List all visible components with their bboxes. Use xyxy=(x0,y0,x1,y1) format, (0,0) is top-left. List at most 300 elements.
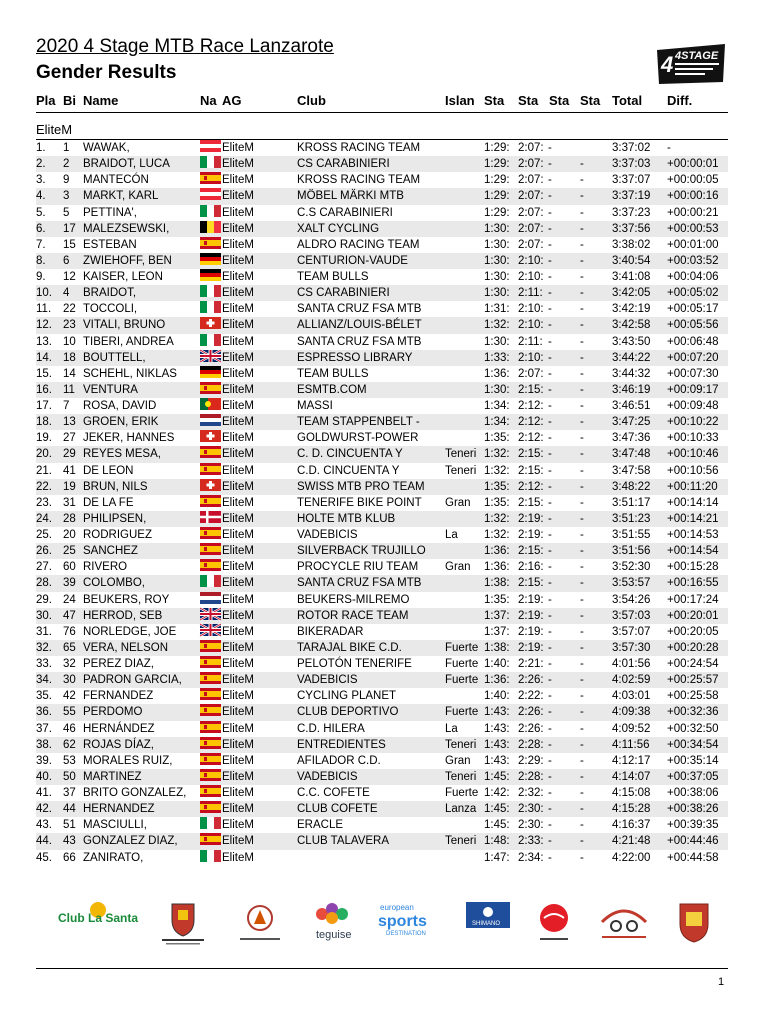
cell-name: ROJAS DÍAZ, xyxy=(83,738,154,751)
cell-s3: - xyxy=(548,174,552,187)
cell-club: CLUB DEPORTIVO xyxy=(297,706,399,719)
cell-s1: 1:36: xyxy=(484,367,510,380)
cell-s3: - xyxy=(548,770,552,783)
cell-s1: 1:29: xyxy=(484,190,510,203)
flag-icon xyxy=(200,543,221,555)
cell-s1: 1:40: xyxy=(484,690,510,703)
cell-club: HOLTE MTB KLUB xyxy=(297,512,396,525)
cell-ag: EliteM xyxy=(222,496,254,509)
cell-s4: - xyxy=(580,787,584,799)
cell-pla: 11. xyxy=(36,303,52,316)
cell-ag: EliteM xyxy=(222,561,254,574)
cell-name: ESTEBAN xyxy=(83,238,137,251)
cell-club: MASSI xyxy=(297,400,333,412)
cell-name: PEREZ DIAZ, xyxy=(83,658,154,670)
cell-s2: 2:07: xyxy=(518,174,544,187)
municipal-crest-logo xyxy=(674,900,714,946)
cell-bib: 14 xyxy=(63,367,76,380)
cell-s2: 2:07: xyxy=(518,158,544,171)
col-stage1: Sta xyxy=(484,93,505,108)
flag-icon xyxy=(200,253,221,265)
cell-pla: 29. xyxy=(36,593,52,606)
cell-s3: - xyxy=(548,658,552,670)
cell-club: ESPRESSO LIBRARY xyxy=(297,351,413,364)
table-row xyxy=(36,414,728,430)
col-stage2: Sta xyxy=(518,93,539,108)
table-row xyxy=(36,446,728,462)
svg-text:sports: sports xyxy=(378,913,427,930)
cell-name: ROSA, DAVID xyxy=(83,400,157,412)
cell-s1: 1:45: xyxy=(484,803,510,816)
cell-name: PHILIPSEN, xyxy=(83,512,147,525)
cell-isl: Fuerte xyxy=(445,658,479,670)
cell-s3: - xyxy=(548,754,552,767)
cell-ag: EliteM xyxy=(222,142,254,154)
flag-icon xyxy=(200,479,221,491)
cell-club: ERACLE xyxy=(297,819,344,832)
cell-s3: - xyxy=(548,561,552,574)
servicio-insular-deportes-logo xyxy=(232,900,288,946)
cell-total: 3:51:56 xyxy=(612,545,651,558)
cell-s2: 2:32: xyxy=(518,787,544,799)
cell-club: C.S CARABINIERI xyxy=(297,206,393,219)
table-row xyxy=(36,608,728,624)
table-row xyxy=(36,382,728,398)
cell-club: BEUKERS-MILREMO xyxy=(297,593,410,606)
cell-isl: Teneri xyxy=(445,738,477,751)
cell-s3: - xyxy=(548,577,552,590)
4stage-logo xyxy=(655,42,727,86)
cell-name: MARKT, KARL xyxy=(83,190,159,203)
cell-s1: 1:43: xyxy=(484,754,510,767)
cell-pla: 22. xyxy=(36,480,52,493)
results-table xyxy=(36,140,728,866)
cell-s1: 1:37: xyxy=(484,625,510,638)
cell-diff: +00:00:16 xyxy=(667,190,719,203)
cell-isl: Lanza xyxy=(445,803,477,816)
cell-s3: - xyxy=(548,545,552,558)
table-row xyxy=(36,221,728,237)
cell-pla: 15. xyxy=(36,367,52,380)
cell-ag: EliteM xyxy=(222,754,254,767)
col-island: Islan xyxy=(445,93,475,108)
table-row xyxy=(36,140,728,156)
table-row xyxy=(36,543,728,559)
cell-diff: +00:03:52 xyxy=(667,254,719,267)
cell-bib: 5 xyxy=(63,206,70,219)
cell-s1: 1:32: xyxy=(484,448,510,461)
cell-s2: 2:12: xyxy=(518,416,544,429)
cell-club: CLUB TALAVERA xyxy=(297,835,390,848)
cell-pla: 43. xyxy=(36,819,52,832)
cell-s2: 2:30: xyxy=(518,803,544,816)
flag-icon xyxy=(200,446,221,458)
cell-s2: 2:10: xyxy=(518,271,544,283)
cell-s3: - xyxy=(548,722,552,735)
cell-s1: 1:32: xyxy=(484,529,510,541)
cell-s3: - xyxy=(548,400,552,412)
table-row xyxy=(36,269,728,285)
cell-total: 3:44:22 xyxy=(612,351,651,364)
cell-club: TARAJAL BIKE C.D. xyxy=(297,641,402,654)
cell-pla: 18. xyxy=(36,416,52,429)
cell-total: 3:41:08 xyxy=(612,271,651,283)
cell-s4: - xyxy=(580,770,584,783)
cell-s2: 2:11: xyxy=(518,287,543,300)
table-row xyxy=(36,366,728,382)
cell-diff: +00:00:53 xyxy=(667,222,719,235)
table-row xyxy=(36,495,728,511)
cell-ag: EliteM xyxy=(222,835,254,848)
cell-name: MANTECÓN xyxy=(83,174,149,187)
cell-diff: +00:32:50 xyxy=(667,722,719,735)
cell-bib: 46 xyxy=(63,722,76,735)
cell-diff: +00:00:01 xyxy=(667,158,719,171)
cell-s3: - xyxy=(548,158,552,171)
cell-pla: 38. xyxy=(36,738,52,751)
cell-isl: Fuerte xyxy=(445,706,479,719)
flag-icon xyxy=(200,463,221,475)
cell-s2: 2:15: xyxy=(518,545,544,558)
table-row xyxy=(36,253,728,269)
cell-s3: - xyxy=(548,593,552,606)
table-row xyxy=(36,317,728,333)
cell-pla: 8. xyxy=(36,254,46,267)
cell-s3: - xyxy=(548,529,552,541)
cell-club: SANTA CRUZ FSA MTB xyxy=(297,303,422,316)
cell-ag: EliteM xyxy=(222,706,254,719)
cell-s4: - xyxy=(580,674,584,687)
cell-s2: 2:19: xyxy=(518,512,544,525)
cell-diff: +00:14:21 xyxy=(667,512,719,525)
cell-s3: - xyxy=(548,690,552,703)
flag-icon xyxy=(200,737,221,749)
cell-total: 3:54:26 xyxy=(612,593,651,606)
table-header xyxy=(0,93,768,111)
cell-isl: La xyxy=(445,529,458,541)
cell-s4: - xyxy=(580,529,584,541)
cell-diff: +00:38:06 xyxy=(667,787,719,799)
cell-s4: - xyxy=(580,480,584,493)
cell-s1: 1:35: xyxy=(484,432,510,445)
cell-s3: - xyxy=(548,835,552,848)
flag-icon xyxy=(200,624,221,636)
cell-total: 3:51:23 xyxy=(612,512,651,525)
cell-total: 4:16:37 xyxy=(612,819,651,832)
cell-bib: 47 xyxy=(63,609,76,622)
cabildo-de-lanzarote-logo xyxy=(158,900,208,946)
flag-icon xyxy=(200,172,221,184)
flag-icon xyxy=(200,221,221,233)
cell-s4: - xyxy=(580,319,584,332)
cell-club: C.C. COFETE xyxy=(297,787,370,799)
cell-s2: 2:12: xyxy=(518,400,544,412)
cell-s3: - xyxy=(548,641,552,654)
cell-bib: 10 xyxy=(63,335,76,348)
cell-pla: 20. xyxy=(36,448,52,461)
cell-diff: +00:09:17 xyxy=(667,383,719,396)
header-divider xyxy=(36,112,728,113)
table-row xyxy=(36,817,728,833)
cell-pla: 3. xyxy=(36,174,46,187)
cell-ag: EliteM xyxy=(222,351,254,364)
cell-s3: - xyxy=(548,674,552,687)
cell-s3: - xyxy=(548,432,552,445)
cell-name: HERNÁNDEZ xyxy=(83,722,155,735)
svg-text:teguise: teguise xyxy=(316,929,352,941)
cell-ag: EliteM xyxy=(222,271,254,283)
cell-diff: +00:09:48 xyxy=(667,400,719,412)
table-row xyxy=(36,753,728,769)
cell-total: 3:48:22 xyxy=(612,480,651,493)
cell-name: ZWIEHOFF, BEN xyxy=(83,254,172,267)
flag-icon xyxy=(200,269,221,281)
cell-s4: - xyxy=(580,448,584,461)
table-row xyxy=(36,350,728,366)
cell-s1: 1:29: xyxy=(484,158,510,171)
cell-club: TEAM BULLS xyxy=(297,367,369,380)
cell-ag: EliteM xyxy=(222,480,254,493)
cell-s3: - xyxy=(548,271,552,283)
cell-name: MARTINEZ xyxy=(83,770,142,783)
cell-total: 4:15:08 xyxy=(612,787,651,799)
cell-s2: 2:07: xyxy=(518,367,544,380)
cell-diff: +00:14:14 xyxy=(667,496,719,509)
svg-text:4STAGE: 4STAGE xyxy=(675,50,719,62)
cell-club: SANTA CRUZ FSA MTB xyxy=(297,577,422,590)
cell-bib: 25 xyxy=(63,545,76,558)
cell-isl: Gran xyxy=(445,496,471,509)
cell-name: RODRIGUEZ xyxy=(83,529,152,541)
cell-s1: 1:43: xyxy=(484,706,510,719)
table-row xyxy=(36,672,728,688)
cell-club: VADEBICIS xyxy=(297,770,358,783)
cell-s4: - xyxy=(580,190,584,203)
cell-club: C.D. CINCUENTA Y xyxy=(297,464,400,477)
cell-club: CS CARABINIERI xyxy=(297,287,390,300)
cell-club: CS CARABINIERI xyxy=(297,158,390,171)
flag-icon xyxy=(200,511,221,523)
cell-name: SANCHEZ xyxy=(83,545,138,558)
cell-s4: - xyxy=(580,158,584,171)
cell-total: 3:44:32 xyxy=(612,367,651,380)
cell-s1: 1:29: xyxy=(484,142,510,154)
cell-diff: +00:10:46 xyxy=(667,448,719,461)
cell-total: 3:57:03 xyxy=(612,609,651,622)
cell-s3: - xyxy=(548,706,552,719)
cell-s4: - xyxy=(580,254,584,267)
cell-name: ZANIRATO, xyxy=(83,851,144,864)
cell-name: VERA, NELSON xyxy=(83,641,168,654)
cell-ag: EliteM xyxy=(222,335,254,348)
sponsor-logos xyxy=(40,900,730,950)
flag-icon xyxy=(200,237,221,249)
cell-pla: 25. xyxy=(36,529,52,541)
cell-total: 3:52:30 xyxy=(612,561,651,574)
cell-total: 3:43:50 xyxy=(612,335,651,348)
cell-club: BIKERADAR xyxy=(297,625,364,638)
cell-club: TEAM STAPPENBELT - xyxy=(297,416,420,429)
table-row xyxy=(36,688,728,704)
cell-pla: 10. xyxy=(36,287,52,300)
cell-diff: +00:35:14 xyxy=(667,754,719,767)
cell-ag: EliteM xyxy=(222,238,254,251)
cell-bib: 7 xyxy=(63,400,70,412)
table-row xyxy=(36,640,728,656)
cell-ag: EliteM xyxy=(222,432,254,445)
flag-icon xyxy=(200,833,221,845)
cell-s4: - xyxy=(580,335,584,348)
flag-icon xyxy=(200,140,221,152)
cell-total: 3:51:55 xyxy=(612,529,651,541)
cell-s1: 1:35: xyxy=(484,480,510,493)
cell-s4: - xyxy=(580,690,584,703)
table-row xyxy=(36,479,728,495)
cell-total: 3:42:58 xyxy=(612,319,651,332)
cell-diff: +00:07:30 xyxy=(667,367,719,380)
table-row xyxy=(36,704,728,720)
cell-isl: La xyxy=(445,722,458,735)
cell-pla: 34. xyxy=(36,674,52,687)
cell-name: MASCIULLI, xyxy=(83,819,147,832)
cell-s1: 1:30: xyxy=(484,383,510,396)
cell-s1: 1:29: xyxy=(484,174,510,187)
cell-total: 3:47:36 xyxy=(612,432,651,445)
flag-icon xyxy=(200,382,221,394)
cell-total: 4:15:28 xyxy=(612,803,651,816)
cell-s4: - xyxy=(580,835,584,848)
cell-pla: 35. xyxy=(36,690,52,703)
cell-diff: +00:04:06 xyxy=(667,271,719,283)
cell-bib: 43 xyxy=(63,835,76,848)
flag-icon xyxy=(200,495,221,507)
cell-bib: 76 xyxy=(63,625,76,638)
cell-s2: 2:11: xyxy=(518,335,543,348)
flag-icon xyxy=(200,414,221,426)
cell-name: BEUKERS, ROY xyxy=(83,593,170,606)
cell-pla: 13. xyxy=(36,335,52,348)
cell-ag: EliteM xyxy=(222,190,254,203)
table-row xyxy=(36,527,728,543)
flag-icon xyxy=(200,640,221,652)
cell-bib: 31 xyxy=(63,496,76,509)
cell-diff: +00:25:57 xyxy=(667,674,719,687)
cell-ag: EliteM xyxy=(222,803,254,816)
cell-s1: 1:33: xyxy=(484,351,510,364)
flag-icon xyxy=(200,188,221,200)
cell-club: KROSS RACING TEAM xyxy=(297,174,421,187)
cell-total: 4:12:17 xyxy=(612,754,651,767)
cell-s1: 1:36: xyxy=(484,674,510,687)
cell-pla: 24. xyxy=(36,512,52,525)
cell-s4: - xyxy=(580,561,584,574)
cell-name: BRAIDOT, xyxy=(83,287,137,300)
cell-club: CENTURION-VAUDE xyxy=(297,254,408,267)
cell-bib: 51 xyxy=(63,819,76,832)
cell-club: SWISS MTB PRO TEAM xyxy=(297,480,425,493)
cell-name: VITALI, BRUNO xyxy=(83,319,166,332)
cell-ag: EliteM xyxy=(222,222,254,235)
cell-total: 3:47:25 xyxy=(612,416,651,429)
cell-club: SANTA CRUZ FSA MTB xyxy=(297,335,422,348)
cell-bib: 65 xyxy=(63,641,76,654)
col-club: Club xyxy=(297,93,326,108)
cell-total: 3:46:19 xyxy=(612,383,651,396)
cell-ag: EliteM xyxy=(222,641,254,654)
cell-s1: 1:32: xyxy=(484,464,510,477)
cell-isl: Fuerte xyxy=(445,674,479,687)
flag-icon xyxy=(200,753,221,765)
flag-icon xyxy=(200,205,221,217)
cell-s3: - xyxy=(548,254,552,267)
cell-diff: +00:25:58 xyxy=(667,690,719,703)
cell-pla: 31. xyxy=(36,625,52,638)
cell-s2: 2:10: xyxy=(518,303,544,316)
cell-pla: 4. xyxy=(36,190,46,203)
col-total: Total xyxy=(612,93,643,108)
cell-name: VENTURA xyxy=(83,383,138,396)
cell-diff: +00:11:20 xyxy=(667,480,718,493)
cell-s1: 1:30: xyxy=(484,222,510,235)
cell-bib: 22 xyxy=(63,303,76,316)
cell-ag: EliteM xyxy=(222,577,254,590)
cell-s4: - xyxy=(580,416,584,429)
cell-diff: +00:20:01 xyxy=(667,609,719,622)
cell-s4: - xyxy=(580,593,584,606)
col-stage3: Sta xyxy=(549,93,570,108)
cell-total: 3:40:54 xyxy=(612,254,651,267)
cell-s1: 1:30: xyxy=(484,335,510,348)
cell-s2: 2:15: xyxy=(518,577,544,590)
cell-diff: +00:32:36 xyxy=(667,706,719,719)
table-row xyxy=(36,285,728,301)
cell-name: PETTINA', xyxy=(83,206,137,219)
cell-s4: - xyxy=(580,206,584,219)
cell-bib: 9 xyxy=(63,174,70,187)
cell-s2: 2:19: xyxy=(518,609,544,622)
cell-diff: +00:05:17 xyxy=(667,303,719,316)
cell-s4: - xyxy=(580,367,584,380)
cell-s2: 2:07: xyxy=(518,142,544,154)
cell-s4: - xyxy=(580,383,584,396)
cell-bib: 30 xyxy=(63,674,76,687)
flag-icon xyxy=(200,721,221,733)
cell-ag: EliteM xyxy=(222,851,254,864)
cell-diff: +00:15:28 xyxy=(667,561,719,574)
cell-bib: 3 xyxy=(63,190,70,203)
flag-icon xyxy=(200,366,221,378)
col-ag: AG xyxy=(222,93,242,108)
cell-s2: 2:19: xyxy=(518,625,544,638)
cell-name: BRAIDOT, LUCA xyxy=(83,158,170,171)
cell-s3: - xyxy=(548,787,552,799)
cell-diff: +00:44:58 xyxy=(667,851,719,864)
cell-s1: 1:34: xyxy=(484,400,510,412)
cell-pla: 41. xyxy=(36,787,52,799)
cell-name: NORLEDGE, JOE xyxy=(83,625,177,638)
cell-s4: - xyxy=(580,464,584,477)
flag-icon xyxy=(200,656,221,668)
cell-s2: 2:15: xyxy=(518,496,544,509)
page-number: 1 xyxy=(718,976,725,988)
cell-ag: EliteM xyxy=(222,174,254,187)
cell-diff: +00:44:46 xyxy=(667,835,719,848)
cell-bib: 29 xyxy=(63,448,76,461)
cell-s2: 2:22: xyxy=(518,690,544,703)
col-stage4: Sta xyxy=(580,93,601,108)
cell-s2: 2:21: xyxy=(518,658,544,670)
page-title: 2020 4 Stage MTB Race Lanzarote xyxy=(36,36,334,57)
